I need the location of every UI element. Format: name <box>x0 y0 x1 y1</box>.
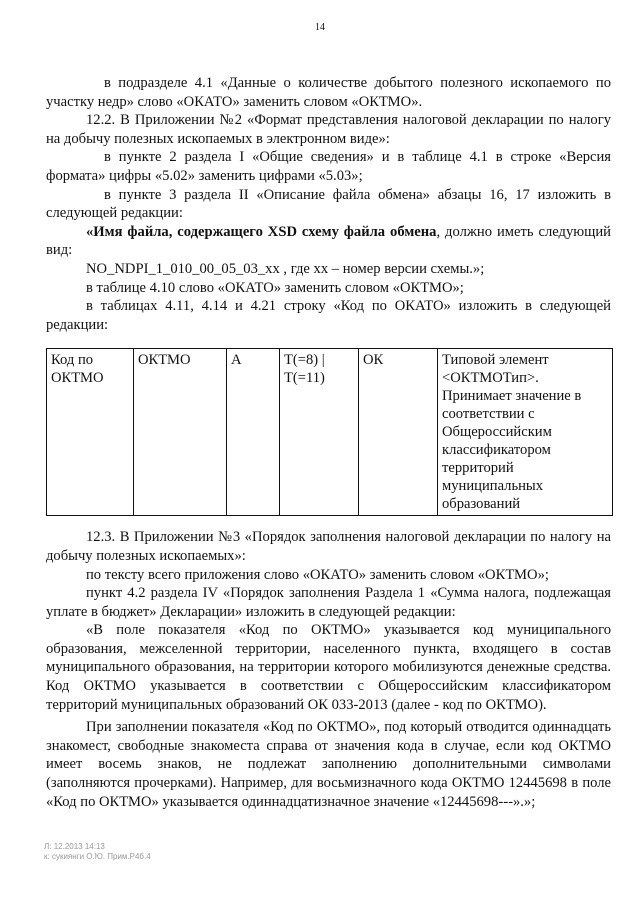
table-cell: Код по ОКТМО <box>47 349 134 516</box>
paragraph: в пункте 3 раздела II «Описание файла обмена» абзацы 16, 17 изложить в следующей редакции: <box>46 186 611 222</box>
table-cell: А <box>227 349 280 516</box>
paragraph: 12.2. В Приложении №2 «Формат представления налоговой декларации по налогу на добычу полезных ископаемых в электронном виде»: <box>46 112 611 147</box>
paragraph: 12.3. В Приложении №3 «Порядок заполнения налоговой декларации по налогу на добычу полезных ископаемых»: <box>46 529 611 564</box>
table-cell: Типовой элемент <ОКТМОТип>. Принимает значение в соответствии с Общероссийским классификатором территорий муниципальных образований <box>438 349 613 516</box>
paragraph: в таблицах 4.11, 4.14 и 4.21 строку «Код по ОКАТО» изложить в следующей редакции: <box>46 298 611 333</box>
table-cell <box>280 349 359 516</box>
paragraph: в пункте 2 раздела I «Общие сведения» и в таблице 4.1 в строке «Версия формата» цифры «5.02» заменить цифрами «5.03»; <box>46 149 611 184</box>
paragraph: в подразделе 4.1 «Данные о количестве добытого полезного ископаемого по участку недр» слово «ОКАТО» заменить словом «ОКТМО». <box>46 75 611 110</box>
paragraph: в таблице 4.10 слово «ОКАТО» заменить словом «ОКТМО»; <box>86 279 464 296</box>
table-cell: ОКТМО <box>134 349 227 516</box>
quote-text: , должно иметь следующий вид: <box>46 223 611 259</box>
table-cell: ОК <box>359 349 438 516</box>
paragraph: по тексту всего приложения слово «ОКАТО» заменить словом «ОКТМО»; <box>86 566 549 583</box>
footer-line: Л: 12.2013 14:13 <box>44 842 105 851</box>
paragraph: При заполнении показателя «Код по ОКТМО», под который отводится одиннадцать знакомест, свободные знакоместа справа от значения кода в случае, если код ОКТМО имеет восемь знаков, не подлежат заполнению дополнительными символами (заполняются прочерками). Например, для восьмизначного кода ОКТМО 12445698 в поле «Код по ОКТМО» указывается одиннадцатизначное значение «12445698---».»; <box>46 719 611 810</box>
page-number: 14 <box>315 22 325 33</box>
paragraph: NO_NDPI_1_010_00_05_03_xx , где хх – номер версии схемы.»; <box>86 260 485 277</box>
document-body <box>46 74 611 811</box>
quote-bold-text: «Имя файла, содержащего XSD схему файла обмена <box>86 223 437 240</box>
cell-line: T(=8) | <box>284 352 325 369</box>
cell-line: T(=11) <box>284 370 325 387</box>
table-row <box>47 349 613 516</box>
paragraph: пункт 4.2 раздела IV «Порядок заполнения Раздела 1 «Сумма налога, подлежащая уплате в бюджет» Декларации» изложить в следующей редакции: <box>46 585 611 620</box>
footer-stamp <box>44 842 151 862</box>
footer-line: к: сукиянги О.Ю. Прим.Р4б.4 <box>44 852 151 861</box>
paragraph-quote <box>46 223 611 260</box>
paragraph: «В поле показателя «Код по ОКТМО» указывается код муниципального образования, межселенной территории, населенного пункта, входящего в состав муниципального образования, на территории которого мобилизуются денежные средства. Код ОКТМО указывается в соответствии с Общероссийским классификатором территорий муниципальных образований ОК 033-2013 (далее - код по ОКТМО). <box>46 622 611 713</box>
replacement-table <box>46 348 613 516</box>
